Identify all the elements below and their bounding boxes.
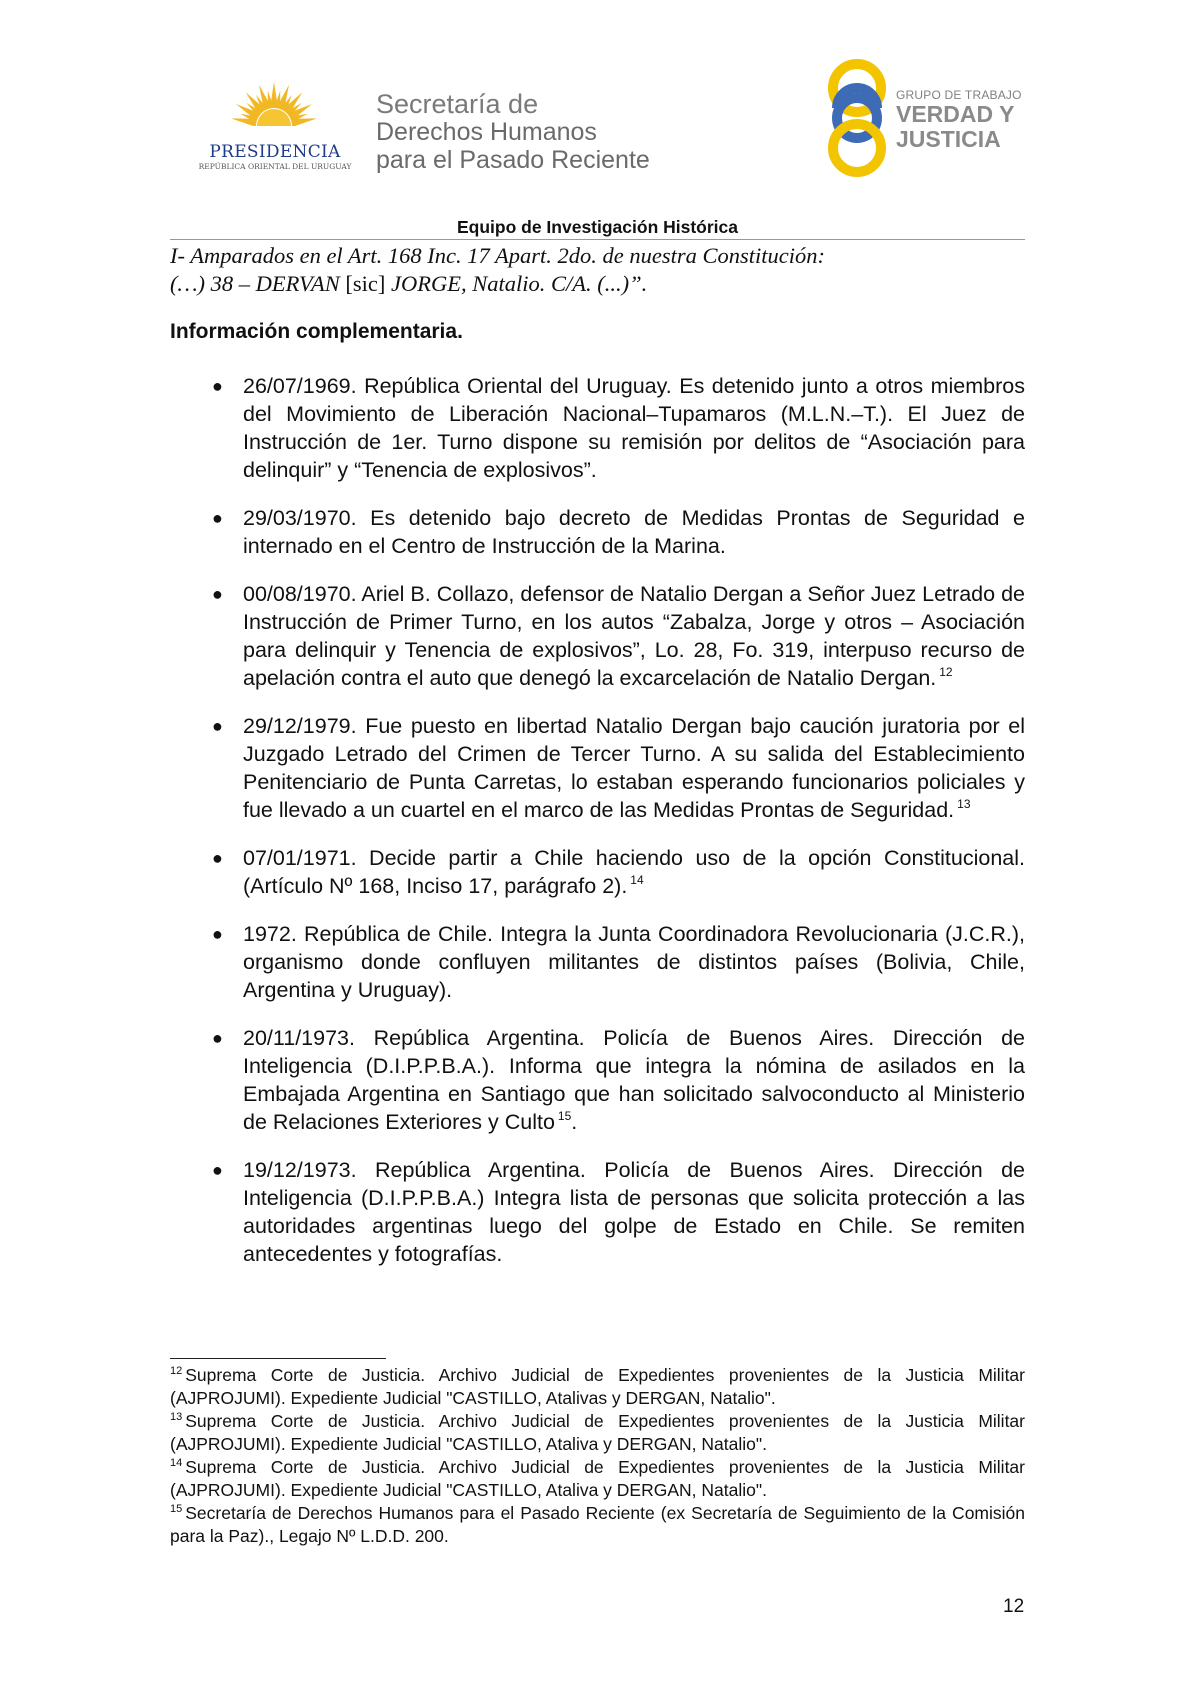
footnote-text: Secretaría de Derechos Humanos para el Pasado Reciente (ex Secretaría de Seguimiento de la Comisión para la Paz)., Legajo Nº L.D.D. 200. (170, 1503, 1025, 1546)
footnote-number: 12 (170, 1365, 183, 1377)
presidencia-subtitle: REPÚBLICA ORIENTAL DEL URUGUAY (198, 162, 352, 171)
rings-logo-icon (823, 56, 903, 180)
footnote-rule (170, 1358, 386, 1359)
team-title: Equipo de Investigación Histórica (456, 217, 739, 237)
item-tail: . (571, 1110, 578, 1134)
footnote (170, 1456, 1025, 1502)
footnote-number: 14 (170, 1457, 183, 1469)
item-text: 1972. República de Chile. Integra la Junta Coordinadora Revolucionaria (J.C.R.), organismo donde confluyen militantes de distintos países (Bolivia, Chile, Argentina y Uruguay). (243, 922, 1025, 1002)
quoted-passage (170, 242, 1030, 298)
footnote (170, 1410, 1025, 1456)
grupo-de-trabajo-label: GRUPO DE TRABAJO (896, 88, 1022, 102)
list-item (170, 1156, 1025, 1268)
justicia-label: JUSTICIA (896, 126, 1001, 152)
bullet-icon: ● (212, 848, 223, 868)
section-title: Información complementaria. (170, 320, 463, 343)
item-text: 07/01/1971. Decide partir a Chile haciendo uso de la opción Constitucional. (Artículo Nº 168, Inciso 17, parágrafo 2). (243, 846, 1025, 898)
quote-line-2-a: (…) 38 – DERVAN (170, 271, 346, 296)
footnote-ref[interactable]: 13 (957, 797, 971, 811)
footnote-text: Suprema Corte de Justicia. Archivo Judicial de Expedientes provenientes de la Justicia Militar (AJPROJUMI). Expediente Judicial "CASTILLO, Atalivas y DERGAN, Natalio". (170, 1365, 1025, 1408)
footnote (170, 1502, 1025, 1548)
footnote-text: Suprema Corte de Justicia. Archivo Judicial de Expedientes provenientes de la Justicia Militar (AJPROJUMI). Expediente Judicial "CASTILLO, Ataliva y DERGAN, Natalio". (170, 1457, 1025, 1500)
item-text: 00/08/1970. Ariel B. Collazo, defensor de Natalio Dergan a Señor Juez Letrado de Instrucción de Primer Turno, en los autos “Zabalza, Jorge y otros – Asociación para delinquir y Tenencia de explosivos”, Lo. 28, Fo. 319, interpuso recurso de apelación contra el auto que denegó la excarcelación de Natalio Dergan. (243, 582, 1025, 690)
presidencia-label: PRESIDENCIA (209, 142, 341, 162)
verdad-label: VERDAD Y (896, 101, 1015, 127)
quote-line-1: I- Amparados en el Art. 168 Inc. 17 Apart. 2do. de nuestra Constitución: (170, 243, 825, 268)
bullet-icon: ● (212, 1160, 223, 1180)
bullet-icon: ● (212, 508, 223, 528)
list-item (170, 712, 1025, 824)
bullet-icon: ● (212, 924, 223, 944)
footnote-text: Suprema Corte de Justicia. Archivo Judicial de Expedientes provenientes de la Justicia Militar (AJPROJUMI). Expediente Judicial "CASTILLO, Ataliva y DERGAN, Natalio". (170, 1411, 1025, 1454)
footnote-ref[interactable]: 12 (939, 665, 953, 679)
secretaria-logo-text (376, 90, 650, 174)
bullet-icon: ● (212, 716, 223, 736)
quote-line-2-c: JORGE, Natalio. C/A. (...)”. (385, 271, 648, 296)
item-text: 29/12/1979. Fue puesto en libertad Natalio Dergan bajo caución juratoria por el Juzgado Letrado del Crimen de Tercer Turno. A su salida del Establecimiento Penitenciario de Punta Carretas, lo estaban esperando funcionarios policiales y fue llevado a un cuartel en el marco de las Medidas Prontas de Seguridad. (243, 714, 1025, 822)
list-item (170, 580, 1025, 692)
page-header (0, 50, 1190, 180)
bullet-icon: ● (212, 1028, 223, 1048)
item-text: 26/07/1969. República Oriental del Uruguay. Es detenido junto a otros miembros del Movimiento de Liberación Nacional–Tupamaros (M.L.N.–T.). El Juez de Instrucción de 1er. Turno dispone su remisión por delitos de “Asociación para delinquir” y “Tenencia de explosivos”. (243, 374, 1025, 482)
list-item (170, 920, 1025, 1004)
footnotes (170, 1364, 1025, 1548)
secretaria-line-1: Secretaría de (376, 89, 539, 119)
footnote-number: 13 (170, 1411, 183, 1423)
list-item (170, 1024, 1025, 1136)
footnote (170, 1364, 1025, 1410)
secretaria-line-3: para el Pasado Reciente (376, 146, 650, 174)
sic-marker: [sic] (345, 271, 386, 296)
footnote-number: 15 (170, 1503, 183, 1515)
list-item (170, 844, 1025, 900)
list-item (170, 372, 1025, 484)
header-rule (170, 239, 1025, 240)
event-list (170, 372, 1025, 1288)
item-text: 19/12/1973. República Argentina. Policía de Buenos Aires. Dirección de Inteligencia (D.I.P.P.B.A.) Integra lista de personas que solicita protección a las autoridades argentinas luego del golpe de Estado en Chile. Se remiten antecedentes y fotografías. (243, 1158, 1025, 1266)
bullet-icon: ● (212, 584, 223, 604)
bullet-icon: ● (212, 376, 223, 396)
page-number: 12 (1003, 1596, 1025, 1617)
secretaria-line-2: Derechos Humanos (376, 118, 597, 146)
verdad-justicia-logo-text (896, 88, 1022, 152)
list-item (170, 504, 1025, 560)
quote-line-2 (170, 270, 1030, 298)
footnote-ref[interactable]: 14 (630, 873, 644, 887)
item-text: 29/03/1970. Es detenido bajo decreto de Medidas Prontas de Seguridad e internado en el Centro de Instrucción de la Marina. (243, 506, 1025, 558)
footnote-ref[interactable]: 15 (557, 1109, 572, 1123)
item-text: 20/11/1973. República Argentina. Policía de Buenos Aires. Dirección de Inteligencia (D.I.P.P.B.A.). Informa que integra la nómina de asilados en la Embajada Argentina en Santiago que han solicitado salvoconducto al Ministerio de Relaciones Exteriores y Culto (243, 1026, 1025, 1134)
